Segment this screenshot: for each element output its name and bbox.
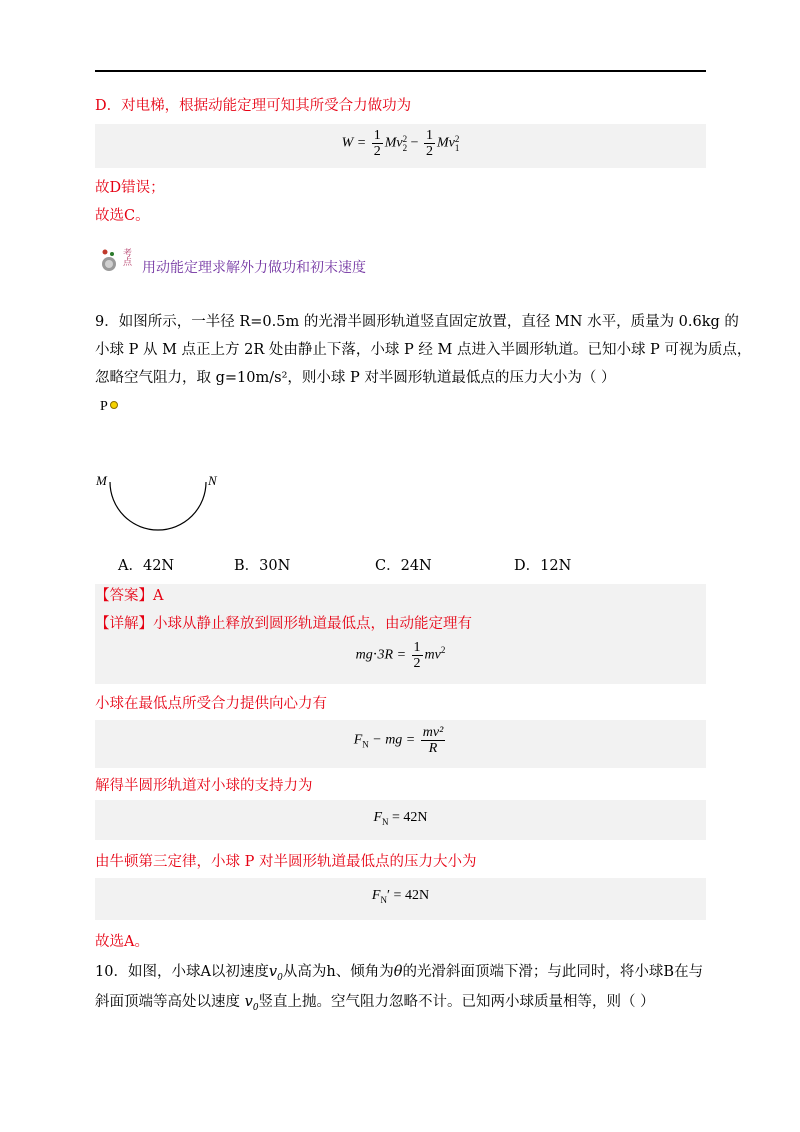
formula-pressure: $F_N' = 42N$ <box>371 888 430 905</box>
option-c: C．24N <box>375 558 432 574</box>
knowledge-point-text: 用动能定理求解外力做功和初末速度 <box>142 260 366 276</box>
semicircle-track <box>110 482 206 530</box>
formula-support: $F_N = 42N$ <box>373 810 428 827</box>
q9-line2: 小球 P 从 M 点正上方 2R 处由静止下落，小球 P 经 M 点进入半圆形轨道。已知小球 P 可视为质点， <box>95 342 752 358</box>
ball-p <box>111 402 118 409</box>
q9-line3: 忽略空气阻力，取 g=10m/s²，则小球 P 对半圆形轨道最低点的压力大小为（ ） <box>95 370 616 386</box>
option-d-text: D．对电梯，根据动能定理可知其所受合力做功为 <box>95 98 412 114</box>
q10-line1: 10．如图，小球A以初速度$v_0$从高为h、倾角为θ的光滑斜面顶端下滑；与此同时，将小球B在与 <box>95 964 704 983</box>
newton-third-text: 由牛顿第三定律，小球 P 对半圆形轨道最低点的压力大小为 <box>95 854 477 870</box>
fraction: $\frac{1}{2}$ <box>413 640 421 671</box>
answer-text: 【答案】A <box>95 588 164 604</box>
formula-energy: mg⋅3R = $\frac{1}{2}$ $mv^2$ <box>355 640 446 671</box>
fraction: $\frac{\text{mv²}}{R}$ <box>422 725 444 756</box>
label-p: P <box>100 399 108 414</box>
label-m: M <box>96 473 107 488</box>
fraction: $\frac{1}{2}$ <box>373 128 381 159</box>
label-n: N <box>208 473 217 488</box>
d-wrong-text: 故D错误； <box>95 180 165 196</box>
choose-c-text: 故选C。 <box>95 208 150 224</box>
option-a: A．42N <box>118 558 175 574</box>
knowledge-point-badge: 考点 <box>97 246 139 276</box>
centripetal-text: 小球在最低点所受合力提供向心力有 <box>95 696 327 712</box>
badge-icon <box>97 246 139 276</box>
q9-line1: 9．如图所示，一半径 R=0.5m 的光滑半圆形轨道竖直固定放置，直径 MN 水平，质量为 0.6kg 的 <box>95 314 739 330</box>
q10-line2: 斜面顶端等高处以速度 $v_0$竖直上抛。空气阻力忽略不计。已知两小球质量相等，则（ ） <box>95 994 655 1013</box>
semicircle-track-figure <box>90 390 230 550</box>
option-b: B．30N <box>234 558 291 574</box>
formula-centripetal: $F_N$ − mg = $\frac{\text{mv²}}{R}$ <box>353 725 444 756</box>
header-rule <box>95 70 706 72</box>
formula-work: W = $\frac{1}{2}$ Mv 2 2 − $\frac{1}{2}$ Mv 2 1 <box>341 128 460 159</box>
option-d: D．12N <box>514 558 572 574</box>
support-force-text: 解得半圆形轨道对小球的支持力为 <box>95 778 313 794</box>
fraction: $\frac{1}{2}$ <box>426 128 433 159</box>
choose-a-text: 故选A。 <box>95 934 149 950</box>
detail-text: 【详解】小球从静止释放到圆形轨道最低点，由动能定理有 <box>95 616 472 632</box>
